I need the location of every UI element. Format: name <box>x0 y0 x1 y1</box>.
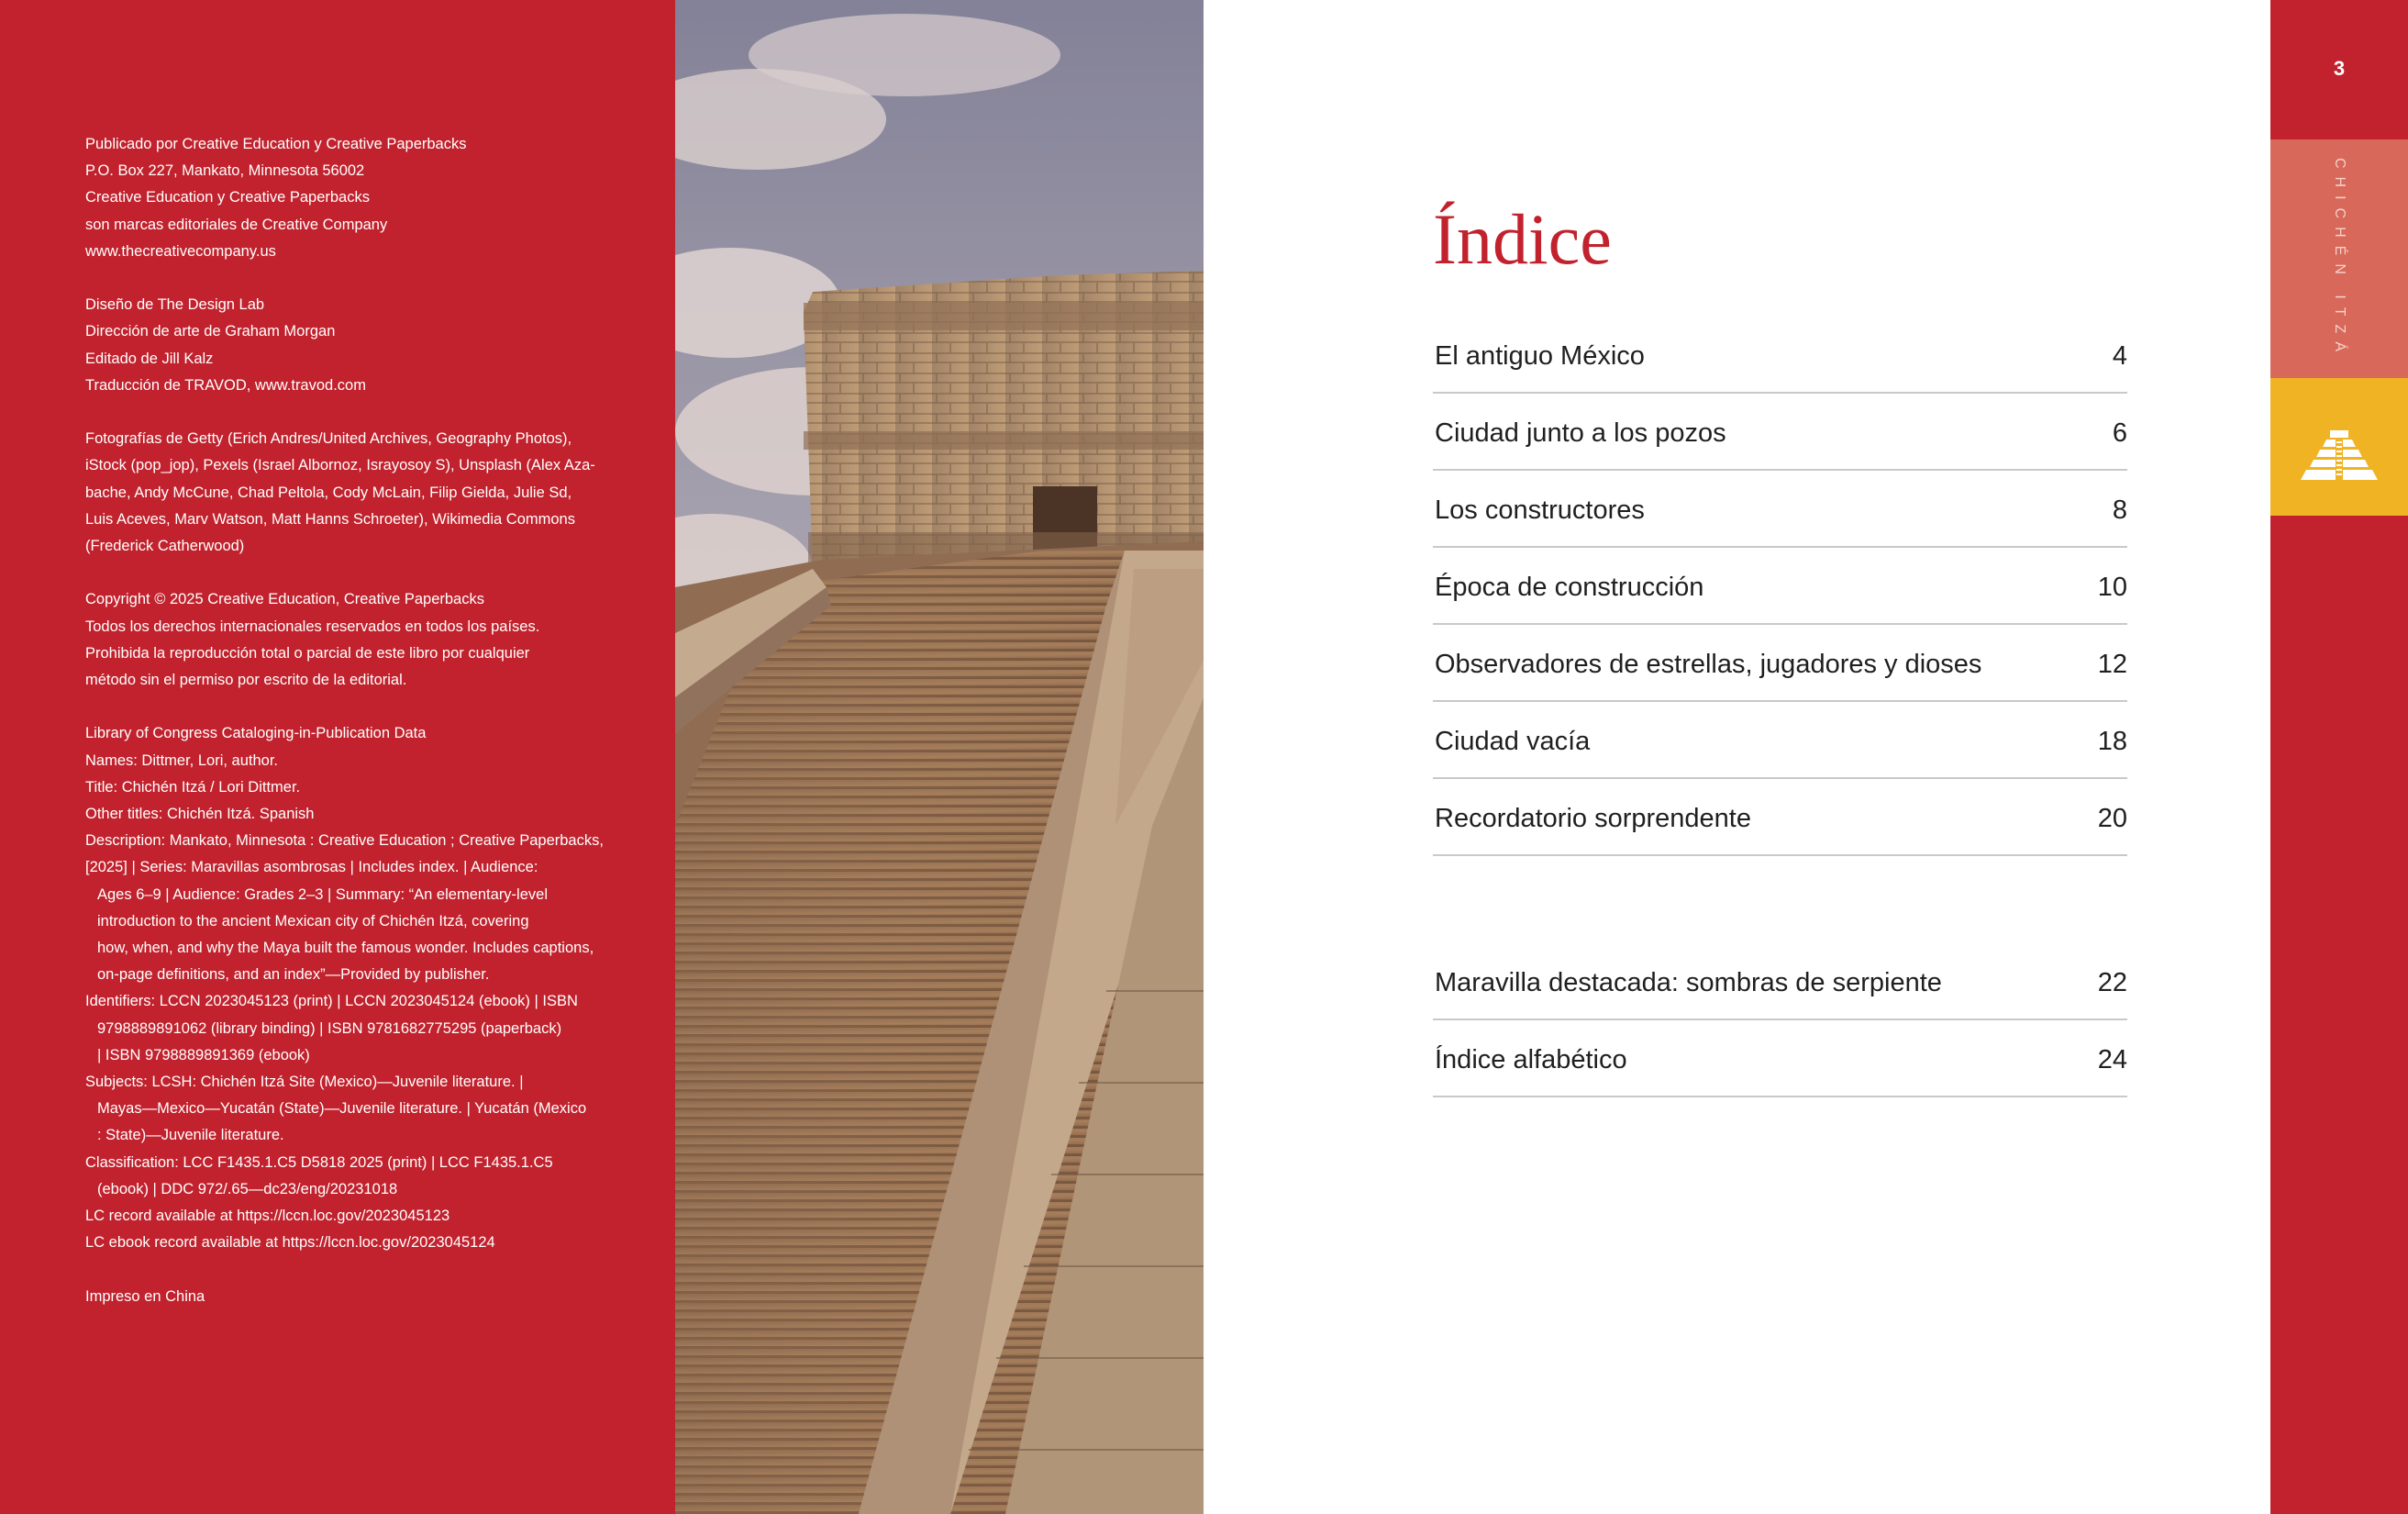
colophon-line: (ebook) | DDC 972/.65—dc23/eng/20231018 <box>97 1180 398 1197</box>
toc-entry-label: Maravilla destacada: sombras de serpiente <box>1435 968 1942 997</box>
colophon-line: Subjects: LCSH: Chichén Itzá Site (Mexico)—Juvenile literature. | <box>85 1074 524 1091</box>
toc-entry[interactable] <box>1433 702 2127 779</box>
section-tab-label: CHICHÉN ITZÁ <box>2332 158 2347 360</box>
toc-entry-page: 24 <box>2097 1045 2127 1074</box>
toc-entry-page: 22 <box>2097 968 2127 997</box>
toc-entry[interactable] <box>1433 779 2127 856</box>
colophon-line: how, when, and why the Maya built the famous wonder. Includes captions, <box>97 940 594 957</box>
colophon-line: Creative Education y Creative Paperbacks <box>85 189 370 206</box>
colophon-page <box>0 0 675 1514</box>
toc-extra-list <box>1433 943 2127 1097</box>
toc-entry-label: Recordatorio sorprendente <box>1435 804 1751 833</box>
colophon-line: Names: Dittmer, Lori, author. <box>85 751 278 769</box>
colophon-line: iStock (pop_jop), Pexels (Israel Albornoz, Israyosoy S), Unsplash (Alex Aza- <box>85 457 595 474</box>
colophon-line: [2025] | Series: Maravillas asombrosas | Includes index. | Audience: <box>85 859 538 876</box>
colophon-line: Editado de Jill Kalz <box>85 350 214 367</box>
colophon-line: : State)—Juvenile literature. <box>97 1127 284 1144</box>
colophon-line: Other titles: Chichén Itzá. Spanish <box>85 806 315 823</box>
colophon-spacer <box>85 694 654 720</box>
toc-entry-label: Índice alfabético <box>1435 1045 1627 1074</box>
colophon-line: 9798889891062 (library binding) | ISBN 9781682775295 (paperback) <box>97 1019 562 1037</box>
colophon-line: método sin el permiso por escrito de la editorial. <box>85 672 407 689</box>
colophon-line: Publicado por Creative Education y Creative Paperbacks <box>85 136 467 152</box>
colophon-line: Impreso en China <box>85 1287 205 1305</box>
colophon-line: Fotografías de Getty (Erich Andres/United Archives, Geography Photos), <box>85 430 572 448</box>
table-of-contents-page <box>1204 0 2270 1514</box>
toc-entry-page: 10 <box>2097 573 2127 602</box>
colophon-line: Library of Congress Cataloging-in-Publication Data <box>85 725 427 742</box>
toc-entry[interactable] <box>1433 1020 2127 1097</box>
toc-entry-label: Ciudad junto a los pozos <box>1435 418 1726 448</box>
section-tab <box>2270 139 2408 378</box>
colophon-line: on-page definitions, and an index”—Provided by publisher. <box>97 966 490 984</box>
colophon-spacer <box>85 265 654 292</box>
toc-entry[interactable] <box>1433 943 2127 1020</box>
colophon-line: Luis Aceves, Marv Watson, Matt Hanns Schroeter), Wikimedia Commons <box>85 510 575 528</box>
colophon-line: Prohibida la reproducción total o parcial de este libro por cualquier <box>85 644 530 662</box>
toc-entry-page: 4 <box>2112 341 2127 371</box>
colophon-line: introduction to the ancient Mexican city of Chichén Itzá, covering <box>97 912 529 930</box>
colophon-line: Traducción de TRAVOD, www.travod.com <box>85 376 366 394</box>
page-number: 3 <box>2333 57 2346 80</box>
toc-entry-label: Ciudad vacía <box>1435 727 1591 756</box>
colophon-text <box>85 131 654 1310</box>
colophon-line: Description: Mankato, Minnesota : Creative Education ; Creative Paperbacks, <box>85 832 604 850</box>
toc-entry[interactable] <box>1433 625 2127 702</box>
toc-entry[interactable] <box>1433 471 2127 548</box>
section-icon-box <box>2270 378 2408 516</box>
colophon-line: Identifiers: LCCN 2023045123 (print) | LCCN 2023045124 (ebook) | ISBN <box>85 993 578 1010</box>
colophon-line: Copyright © 2025 Creative Education, Creative Paperbacks <box>85 591 484 608</box>
toc-entry-page: 12 <box>2097 650 2127 679</box>
toc-entry-label: Época de construcción <box>1435 573 1704 602</box>
toc-entry-page: 18 <box>2097 727 2127 756</box>
pyramid-icon <box>2295 430 2383 482</box>
toc-entry[interactable] <box>1433 394 2127 471</box>
colophon-line: son marcas editoriales de Creative Company <box>85 216 388 233</box>
colophon-spacer <box>85 399 654 426</box>
colophon-line: Ages 6–9 | Audience: Grades 2–3 | Summary: “An elementary-level <box>97 885 548 903</box>
toc-entry-label: Observadores de estrellas, jugadores y dioses <box>1435 650 1982 679</box>
pyramid-photo <box>675 0 1204 1514</box>
colophon-line: P.O. Box 227, Mankato, Minnesota 56002 <box>85 162 365 180</box>
colophon-line: Mayas—Mexico—Yucatán (State)—Juvenile literature. | Yucatán (Mexico <box>97 1100 587 1118</box>
toc-entry[interactable] <box>1433 317 2127 394</box>
toc-entry-page: 6 <box>2112 418 2127 448</box>
colophon-spacer <box>85 560 654 586</box>
colophon-line: Diseño de The Design Lab <box>85 296 265 314</box>
colophon-line: LC record available at https://lccn.loc.gov/2023045123 <box>85 1208 450 1225</box>
toc-entry-label: Los constructores <box>1435 495 1645 525</box>
colophon-line: Dirección de arte de Graham Morgan <box>85 323 336 340</box>
colophon-line: www.thecreativecompany.us <box>85 242 276 260</box>
colophon-line: (Frederick Catherwood) <box>85 538 245 555</box>
toc-main-list <box>1433 317 2127 856</box>
colophon-line: LC ebook record available at https://lccn.loc.gov/2023045124 <box>85 1234 495 1252</box>
toc-entry[interactable] <box>1433 548 2127 625</box>
colophon-line: bache, Andy McCune, Chad Peltola, Cody McLain, Filip Gielda, Julie Sd, <box>85 484 572 501</box>
toc-entry-page: 20 <box>2097 804 2127 833</box>
colophon-line: | ISBN 9798889891369 (ebook) <box>97 1046 310 1063</box>
colophon-line: Todos los derechos internacionales reservados en todos los países. <box>85 618 540 635</box>
page-title: Índice <box>1433 199 1612 279</box>
colophon-line: Classification: LCC F1435.1.C5 D5818 2025 (print) | LCC F1435.1.C5 <box>85 1153 553 1171</box>
colophon-line: Title: Chichén Itzá / Lori Dittmer. <box>85 778 301 796</box>
toc-entry-page: 8 <box>2112 495 2127 525</box>
sidebar-tab <box>2270 0 2408 1514</box>
toc-entry-label: El antiguo México <box>1435 341 1645 371</box>
colophon-spacer <box>85 1256 654 1283</box>
